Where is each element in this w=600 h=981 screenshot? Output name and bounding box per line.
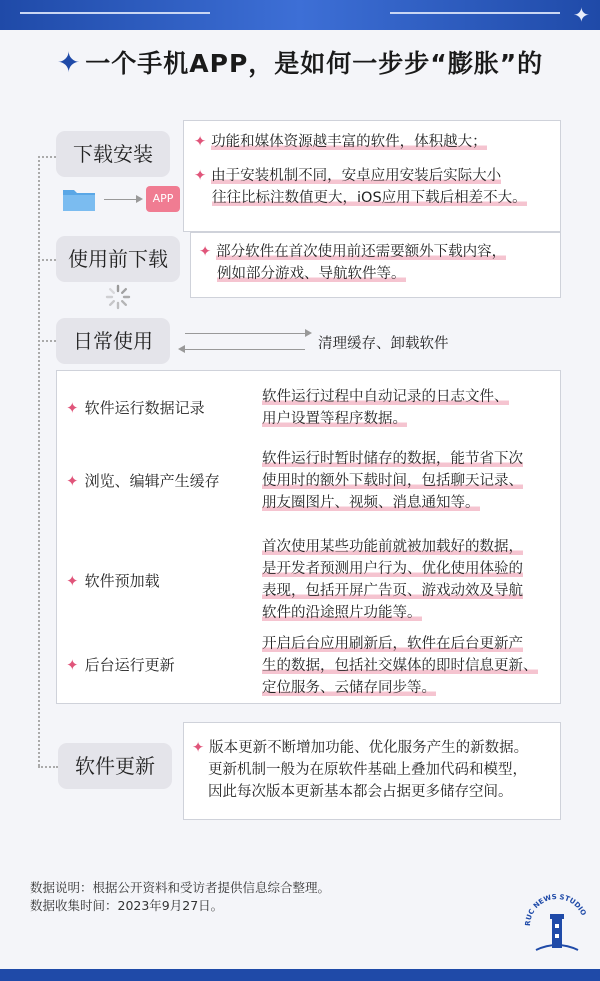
- bottom-banner: [0, 969, 600, 981]
- flow-connector: [38, 259, 56, 261]
- date-note: 数据收集时间：2023年9月27日。: [30, 898, 224, 913]
- daily-row-label: ✦ 软件运行数据记录: [66, 399, 205, 417]
- app-badge: APP: [146, 186, 180, 212]
- sparkle-icon: ✦: [66, 572, 79, 590]
- bullet-item: ✦ 功能和媒体资源越丰富的软件，体积越大；: [194, 134, 487, 150]
- folder-icon: [62, 186, 96, 212]
- cleanup-label: 清理缓存、卸载软件: [318, 336, 449, 352]
- stage-daily-use: 日常使用: [56, 318, 170, 364]
- sparkle-icon: ✦: [56, 46, 82, 79]
- bullet-item: ✦ 部分软件在首次使用前还需要额外下载内容，: [199, 244, 507, 260]
- source-note: 数据说明：根据公开资料和受访者提供信息综合整理。: [30, 880, 331, 895]
- arrow-head: [178, 345, 185, 353]
- sparkle-icon: ✦: [192, 740, 205, 756]
- bullet-continuation: 因此每次版本更新基本都会占据更多储存空间。: [208, 784, 513, 800]
- predownload-description-box: [190, 232, 561, 298]
- update-description-box: [183, 722, 561, 820]
- flow-connector: [38, 156, 40, 766]
- sparkle-icon: ✦: [573, 3, 590, 27]
- bullet-continuation: 往往比标注数值更大，iOS应用下载后相差不大。: [212, 190, 527, 206]
- arrow-head: [136, 195, 143, 203]
- stage-install: 下载安装: [56, 131, 170, 177]
- sparkle-icon: ✦: [66, 656, 79, 674]
- page-title: ✦ 一个手机APP，是如何一步步“膨胀”的: [56, 46, 544, 79]
- banner-line: [390, 12, 560, 14]
- flow-connector: [38, 156, 56, 158]
- top-banner: [0, 0, 600, 30]
- arrow: [185, 349, 305, 350]
- loading-spinner-icon: [105, 284, 131, 310]
- bullet-item: ✦ 由于安装机制不同，安卓应用安装后实际大小: [194, 168, 502, 184]
- sparkle-icon: ✦: [194, 168, 207, 184]
- bullet-item: ✦ 版本更新不断增加功能、优化服务产生的新数据。: [192, 740, 529, 756]
- arrow: [185, 333, 305, 334]
- install-description-box: [183, 120, 561, 232]
- bullet-continuation: 例如部分游戏、导航软件等。: [217, 266, 406, 282]
- sparkle-icon: ✦: [66, 399, 79, 417]
- daily-row-text: 软件运行过程中自动记录的日志文件、 用户设置等程序数据。: [262, 389, 509, 427]
- daily-row-text: 首次使用某些功能前就被加载好的数据， 是开发者预测用户行为、优化使用体验的 表现，包括开屏广告页、游戏动效及导航 软件的沿途照片功能等。: [262, 539, 523, 621]
- daily-row-label: ✦ 软件预加载: [66, 572, 160, 590]
- stage-predownload: 使用前下载: [56, 236, 180, 282]
- stage-update: 软件更新: [58, 743, 172, 789]
- flow-connector: [38, 766, 58, 768]
- daily-row-label: ✦ 后台运行更新: [66, 656, 175, 674]
- sparkle-icon: ✦: [194, 134, 207, 150]
- daily-row-label: ✦ 浏览、编辑产生缓存: [66, 472, 220, 490]
- banner-line: [20, 12, 210, 14]
- sparkle-icon: ✦: [66, 472, 79, 490]
- arrow-head: [305, 329, 312, 337]
- svg-text:RUC NEWS STUDIO: RUC NEWS STUDIO: [523, 892, 588, 927]
- arrow: [104, 199, 136, 200]
- daily-row-text: 软件运行时暂时储存的数据，能节省下次 使用时的额外下载时间，包括聊天记录、 朋友圈图片、视频、消息通知等。: [262, 451, 523, 511]
- studio-logo: [522, 880, 592, 960]
- bullet-continuation: 更新机制一般为在原软件基础上叠加代码和模型，: [208, 762, 527, 778]
- daily-row-text: 开启后台应用刷新后，软件在后台更新产 生的数据，包括社交媒体的即时信息更新、 定位服务、云储存同步等。: [262, 636, 538, 696]
- flow-connector: [38, 340, 56, 342]
- sparkle-icon: ✦: [199, 244, 212, 260]
